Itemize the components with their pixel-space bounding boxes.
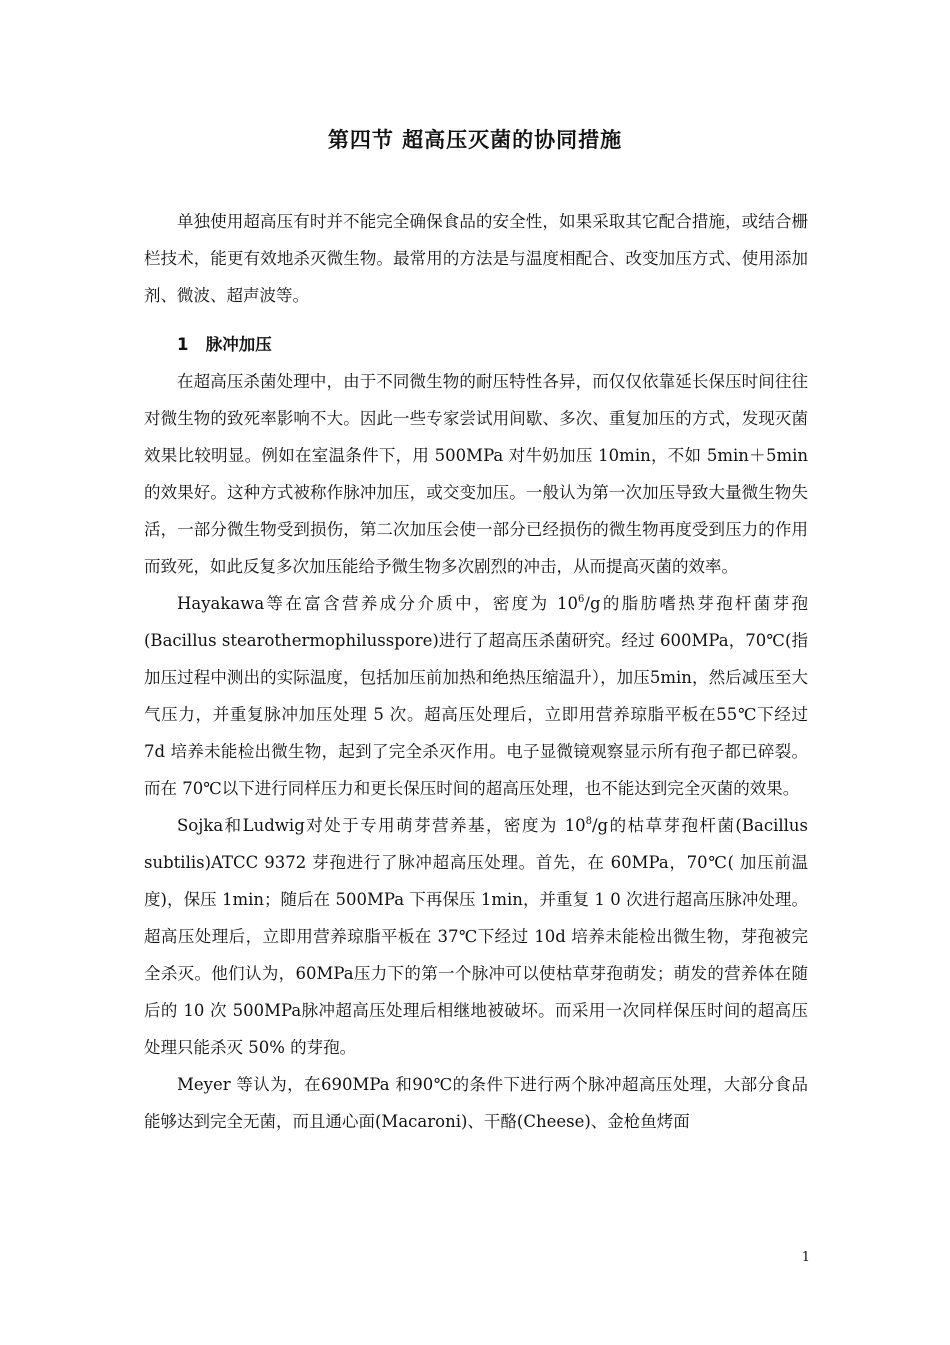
section-heading bbox=[144, 326, 808, 363]
paragraph-hayakawa-start: Hayakawa等在富含营养成分介质中，密度为 10 bbox=[177, 594, 579, 613]
paragraph-sojka-rest: /g的枯草芽孢杆菌(Bacillus subtilis)ATCC 9372 芽孢进行了脉冲超高压处理。首先，在 60MPa，70℃( 加压前温度)，保压 1min；随后在 500MPa 下再保压 1min，并重复 1 0 次进行超高压脉冲处理。超高压处理后，立即用营养琼脂平板在 37℃下经过 10d 培养未能检出微生物，芽孢被完全杀灭。他们认为，60MPa压力下的第一个脉冲可以使枯草芽孢萌发；萌发的营养体在随后的 10 次 500MPa脉冲超高压处理后相继地被破坏。而采用一次同样保压时间的超高压处理只能杀灭 50% 的芽孢。 bbox=[144, 816, 808, 1057]
paragraph-hayakawa-rest: /g的脂肪嗜热芽孢杆菌芽孢(Bacillus stearothermophilusspore)进行了超高压杀菌研究。经过 600MPa，70℃(指加压过程中测出的实际温度，包括加压前加热和绝热压缩温升），加压5min，然后减压至大气压力，并重复脉冲加压处理 5 次。超高压处理后，立即用营养琼脂平板在55℃下经过 7d 培养未能检出微生物，起到了完全杀灭作用。电子显微镜观察显示所有孢子都已碎裂。而在 70℃以下进行同样压力和更长保压时间的超高压处理，也不能达到完全灭菌的效果。 bbox=[144, 594, 809, 798]
section-title: 脉冲加压 bbox=[205, 335, 272, 354]
paragraph-pulse-intro: 在超高压杀菌处理中，由于不同微生物的耐压特性各异，而仅仅依靠延长保压时间往往对微生物的致死率影响不大。因此一些专家尝试用间歇、多次、重复加压的方式，发现灭菌效果比较明显。例如在室温条件下，用 500MPa 对牛奶加压 10min，不如 5min＋5min 的效果好。这种方式被称作脉冲加压，或交变加压。一般认为第一次加压导致大量微生物失活，一部分微生物受到损伤，第二次加压会使一部分已经损伤的微生物再度受到压力的作用而致死，如此反复多次加压能给予微生物多次剧烈的冲击，从而提高灭菌的效率。 bbox=[144, 372, 808, 576]
density-exponent: 6 bbox=[578, 594, 585, 605]
intro-paragraph: 单独使用超高压有时并不能完全确保食品的安全性，如果采取其它配合措施，或结合栅栏技术，能更有效地杀灭微生物。最常用的方法是与温度相配合、改变加压方式、使用添加剂、微波、超声波等。 bbox=[144, 212, 808, 305]
density-exponent: 8 bbox=[585, 816, 592, 827]
paragraph-meyer: Meyer 等认为，在690MPa 和90℃的条件下进行两个脉冲超高压处理，大部分食品能够达到完全无菌，而且通心面(Macaroni)、干酪(Cheese)、金枪鱼烤面 bbox=[144, 1075, 808, 1131]
paragraph-sojka bbox=[144, 807, 808, 1066]
section-number: 1 bbox=[177, 335, 189, 354]
paragraph-sojka-start: Sojka和Ludwig对处于专用萌芽营养基，密度为 10 bbox=[177, 816, 586, 835]
page-number: 1 bbox=[801, 1250, 810, 1265]
body-text bbox=[144, 203, 808, 1140]
paragraph-hayakawa bbox=[144, 585, 808, 807]
page-title: 第四节 超高压灭菌的协同措施 bbox=[327, 128, 623, 152]
